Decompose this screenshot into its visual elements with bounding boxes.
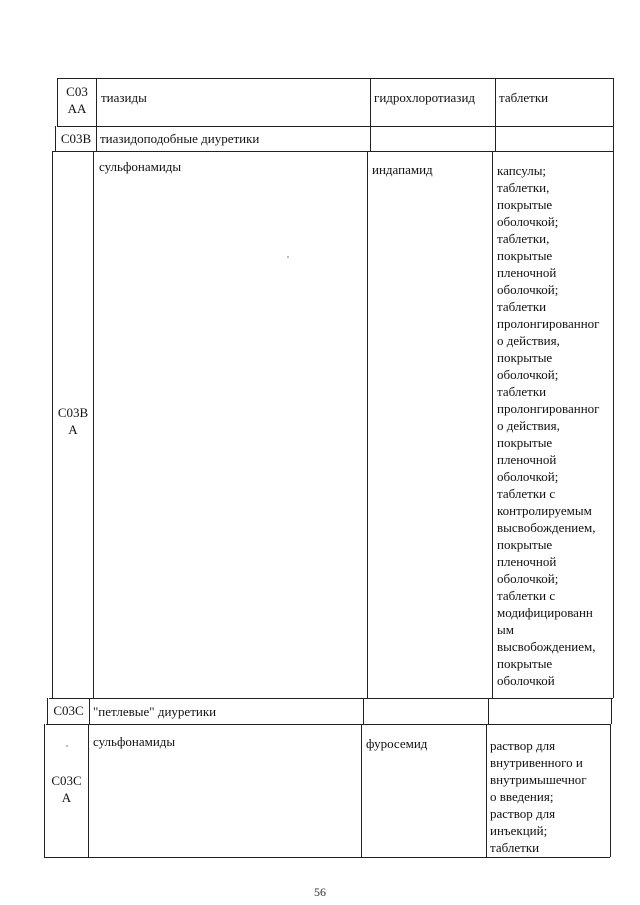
col-border [363, 698, 364, 724]
col-border [492, 151, 493, 698]
col-border [613, 78, 614, 126]
pharmacological-group: тиазиды [101, 90, 147, 105]
col-border [96, 126, 97, 151]
col-border [361, 724, 362, 857]
col-border [495, 78, 496, 126]
scan-speck [66, 745, 68, 747]
col-border [613, 151, 614, 698]
page-number: 56 [314, 885, 326, 899]
atc-code: С03 АА [66, 84, 88, 116]
dosage-form: раствор для внутривенного и внутримышечног о введения; раствор для инъекций; таблетки [490, 738, 587, 855]
col-border [611, 698, 612, 724]
atc-code: С03С А [51, 773, 82, 805]
col-border [486, 724, 487, 857]
col-border [488, 698, 489, 724]
pharmacological-group: "петлевые" диуретики [93, 704, 217, 719]
col-border [93, 151, 94, 698]
pharmacological-group: тиазидоподобные диуретики [100, 131, 260, 146]
atc-code: С03В [60, 131, 92, 146]
pharmacological-group: сульфонамиды [99, 159, 182, 174]
active-substance: гидрохлоротиазид [374, 90, 476, 105]
atc-code: С03В А [57, 405, 89, 437]
active-substance: индапамид [372, 162, 433, 177]
dosage-form: таблетки [499, 90, 549, 105]
table-top-border [57, 78, 613, 79]
scan-speck [287, 256, 289, 258]
row-divider [53, 151, 613, 152]
dosage-form: капсулы; таблетки, покрытые оболочкой; таблетки, покрытые пленочной оболочкой; таблетки пролонгированног о действия, покрытые оболочкой; таблетки пролонгированног о действия, покрытые пленочной оболочкой; таблетки с контролируемым высвобождением, покрытые пленочной оболочкой; таблетки с модифицированн ым высвобождением, покрытые оболочкой [497, 163, 600, 688]
atc-code: С03С [53, 703, 84, 718]
col-border [367, 151, 368, 698]
col-border [88, 724, 89, 857]
table-bottom-border [44, 857, 610, 858]
col-border [613, 126, 614, 151]
active-substance: фуросемид [366, 736, 428, 751]
col-border [89, 698, 90, 724]
col-border [96, 78, 97, 126]
row-divider [49, 698, 613, 699]
pharmacological-group: сульфонамиды [93, 734, 176, 749]
col-border [370, 78, 371, 126]
row-divider [57, 126, 613, 127]
col-border [370, 126, 371, 151]
col-border [495, 126, 496, 151]
row-divider [46, 724, 610, 725]
col-border [610, 724, 611, 857]
